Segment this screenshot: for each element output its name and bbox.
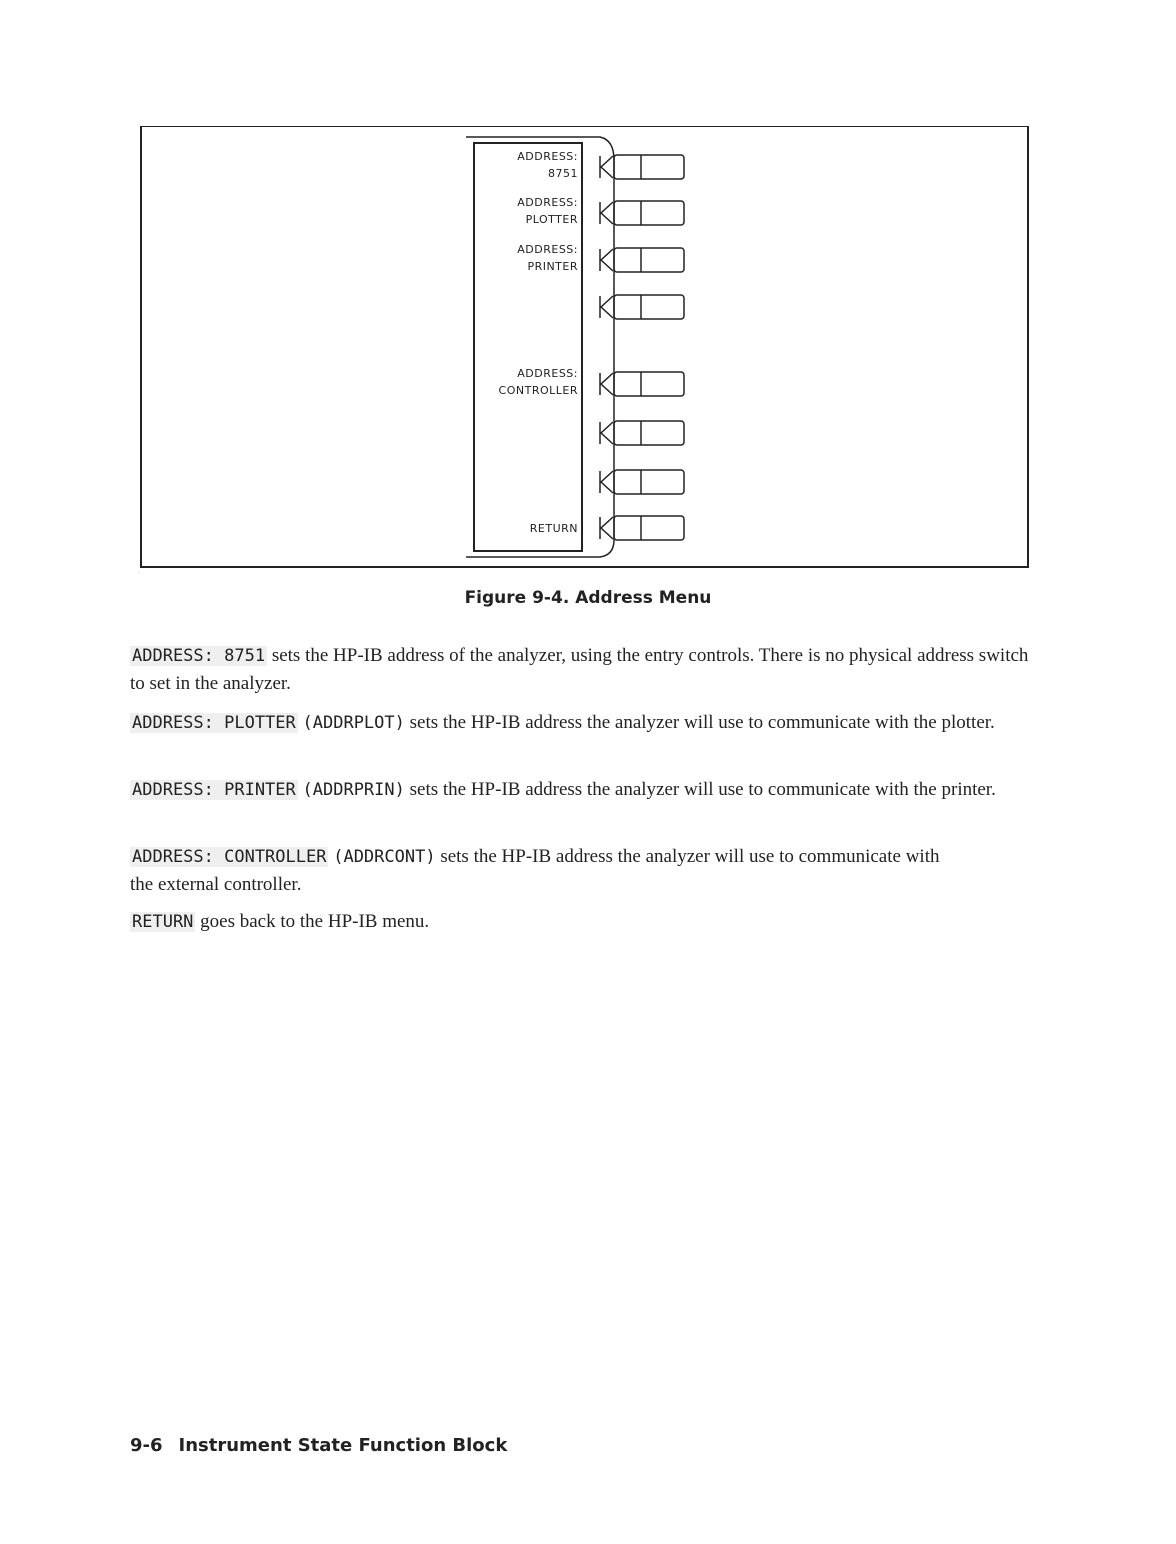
command-mnemonic: (ADDRPLOT) — [302, 713, 405, 733]
paragraph-address-plotter — [130, 709, 1030, 737]
footer-title: Instrument State Function Block — [178, 1435, 508, 1456]
softkey-label-line2: PLOTTER — [525, 213, 578, 226]
softkey-label-3 — [472, 241, 578, 275]
softkey-3 — [600, 248, 684, 272]
command-mnemonic: (ADDRPRIN) — [302, 780, 405, 800]
softkey-label-8 — [472, 520, 578, 537]
softkey-label-line2: CONTROLLER — [498, 384, 578, 397]
paragraph-address-controller — [130, 843, 950, 898]
softkey-label-line1: ADDRESS: — [517, 367, 578, 380]
softkey-1 — [600, 155, 684, 179]
softkey-label-line1: ADDRESS: — [517, 243, 578, 256]
softkey-label-line2: 8751 — [548, 167, 578, 180]
softkey-ref: ADDRESS: PRINTER — [132, 780, 296, 800]
menu-diagram — [0, 0, 1176, 600]
softkey-6 — [600, 421, 684, 445]
softkey-ref: ADDRESS: PLOTTER — [132, 713, 296, 733]
softkey-4 — [600, 295, 684, 319]
softkey-label-line1: ADDRESS: — [517, 150, 578, 163]
softkey-5 — [600, 372, 684, 396]
softkey-ref: RETURN — [132, 912, 194, 932]
paragraph-text: sets the HP-IB address the analyzer will use to communicate with the printer. — [404, 779, 996, 800]
softkey-label-5 — [472, 365, 578, 399]
softkey-label-line1: ADDRESS: — [517, 196, 578, 209]
figure-id-mark: · — [138, 570, 140, 577]
softkey-label-1 — [472, 148, 578, 182]
page-number: 9-6 — [130, 1435, 163, 1456]
paragraph-address-printer — [130, 776, 1030, 804]
softkey-2 — [600, 201, 684, 225]
softkey-label-line2: RETURN — [529, 522, 578, 535]
paragraph-text: sets the HP-IB address of the analyzer, using the entry controls. There is no physical address switch to set in the analyzer. — [130, 645, 1029, 694]
page-footer — [130, 1435, 507, 1456]
command-mnemonic: (ADDRCONT) — [333, 847, 436, 867]
paragraph-text: sets the HP-IB address the analyzer will use to communicate with the plotter. — [404, 712, 995, 733]
softkey-7 — [600, 470, 684, 494]
paragraph-return — [130, 908, 1030, 936]
softkey-ref: ADDRESS: 8751 — [132, 646, 266, 666]
paragraph-text: goes back to the HP-IB menu. — [195, 911, 430, 932]
softkey-ref: ADDRESS: CONTROLLER — [132, 847, 327, 867]
paragraph-text: sets the HP-IB address the analyzer will use to communicate with the external controller. — [130, 846, 940, 895]
softkey-label-line2: PRINTER — [527, 260, 578, 273]
softkey-label-2 — [472, 194, 578, 228]
figure-caption: Figure 9-4. Address Menu — [464, 588, 712, 608]
paragraph-address-8751 — [130, 642, 1030, 697]
softkey-8 — [600, 516, 684, 540]
